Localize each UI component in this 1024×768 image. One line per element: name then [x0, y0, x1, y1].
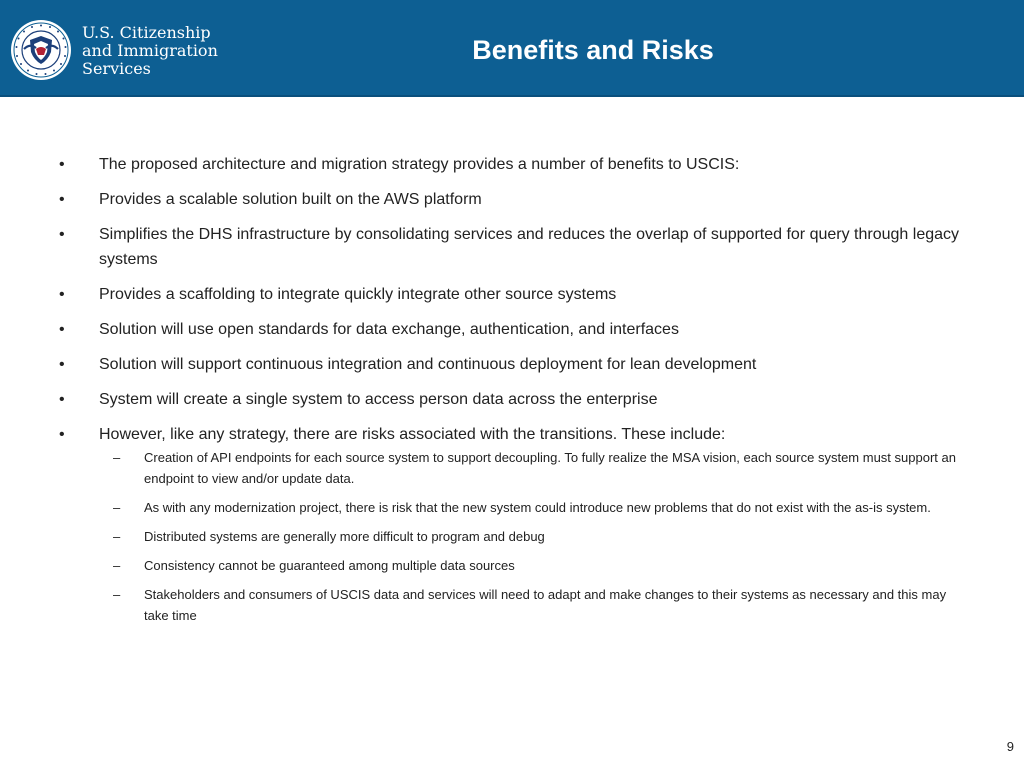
- list-item-text: Solution will use open standards for data exchange, authentication, and interfaces: [99, 321, 679, 338]
- list-item: [56, 317, 968, 342]
- sub-list-item-text: Creation of API endpoints for each source system to support decoupling. To fully realize the MSA vision, each source system must support an endpoint to view and/or update data.: [144, 450, 956, 486]
- bullet-icon: •: [59, 391, 65, 408]
- sub-list-item: [56, 497, 968, 518]
- list-item-text: Provides a scaffolding to integrate quickly integrate other source systems: [99, 286, 617, 303]
- dash-icon: –: [113, 587, 121, 602]
- sub-list-item: [56, 584, 968, 626]
- bullet-icon: •: [59, 321, 65, 338]
- list-item: [56, 282, 968, 307]
- header-bar: [0, 0, 1024, 97]
- slide-content: [56, 152, 968, 636]
- bullet-icon: •: [59, 226, 65, 243]
- list-item-text: However, like any strategy, there are risks associated with the transitions. These include:: [99, 426, 726, 443]
- agency-line-2: and Immigration: [82, 41, 218, 60]
- dash-icon: –: [113, 450, 121, 465]
- list-item: [56, 387, 968, 412]
- dash-icon: –: [113, 529, 121, 544]
- list-item-text: System will create a single system to access person data across the enterprise: [99, 391, 658, 408]
- list-item-text: Simplifies the DHS infrastructure by consolidating services and reduces the overlap of supported for query through legacy systems: [99, 226, 960, 268]
- dhs-seal-logo: [10, 19, 72, 81]
- bullet-icon: •: [59, 286, 65, 303]
- list-item-text: Provides a scalable solution built on the AWS platform: [99, 191, 482, 208]
- dash-icon: –: [113, 500, 121, 515]
- bullet-icon: •: [59, 426, 65, 443]
- benefits-list: [56, 152, 968, 626]
- list-item-text: Solution will support continuous integration and continuous deployment for lean development: [99, 356, 757, 373]
- sub-list-item-text: Consistency cannot be guaranteed among multiple data sources: [144, 558, 515, 573]
- sub-list-item: [56, 555, 968, 576]
- agency-line-3: Services: [82, 59, 151, 78]
- dash-icon: –: [113, 558, 121, 573]
- agency-line-1: U.S. Citizenship: [82, 23, 211, 42]
- list-item: [56, 222, 968, 272]
- sub-list-item: [56, 447, 968, 489]
- bullet-icon: •: [59, 156, 65, 173]
- list-item: [56, 422, 968, 626]
- agency-name: [82, 24, 218, 78]
- list-item: [56, 352, 968, 377]
- list-item: [56, 187, 968, 212]
- risks-list: [56, 447, 968, 626]
- list-item: [56, 152, 968, 177]
- sub-list-item-text: Stakeholders and consumers of USCIS data and services will need to adapt and make changes to their systems as necessary and this may take time: [144, 587, 947, 623]
- sub-list-item-text: Distributed systems are generally more difficult to program and debug: [144, 529, 545, 544]
- bullet-icon: •: [59, 356, 65, 373]
- bullet-icon: •: [59, 191, 65, 208]
- page-number: 9: [1006, 739, 1014, 754]
- sub-list-item: [56, 526, 968, 547]
- list-item-text: The proposed architecture and migration strategy provides a number of benefits to USCIS:: [99, 156, 740, 173]
- sub-list-item-text: As with any modernization project, there is risk that the new system could introduce new problems that do not exist with the as-is system.: [144, 500, 931, 515]
- slide-title: Benefits and Risks: [472, 35, 714, 65]
